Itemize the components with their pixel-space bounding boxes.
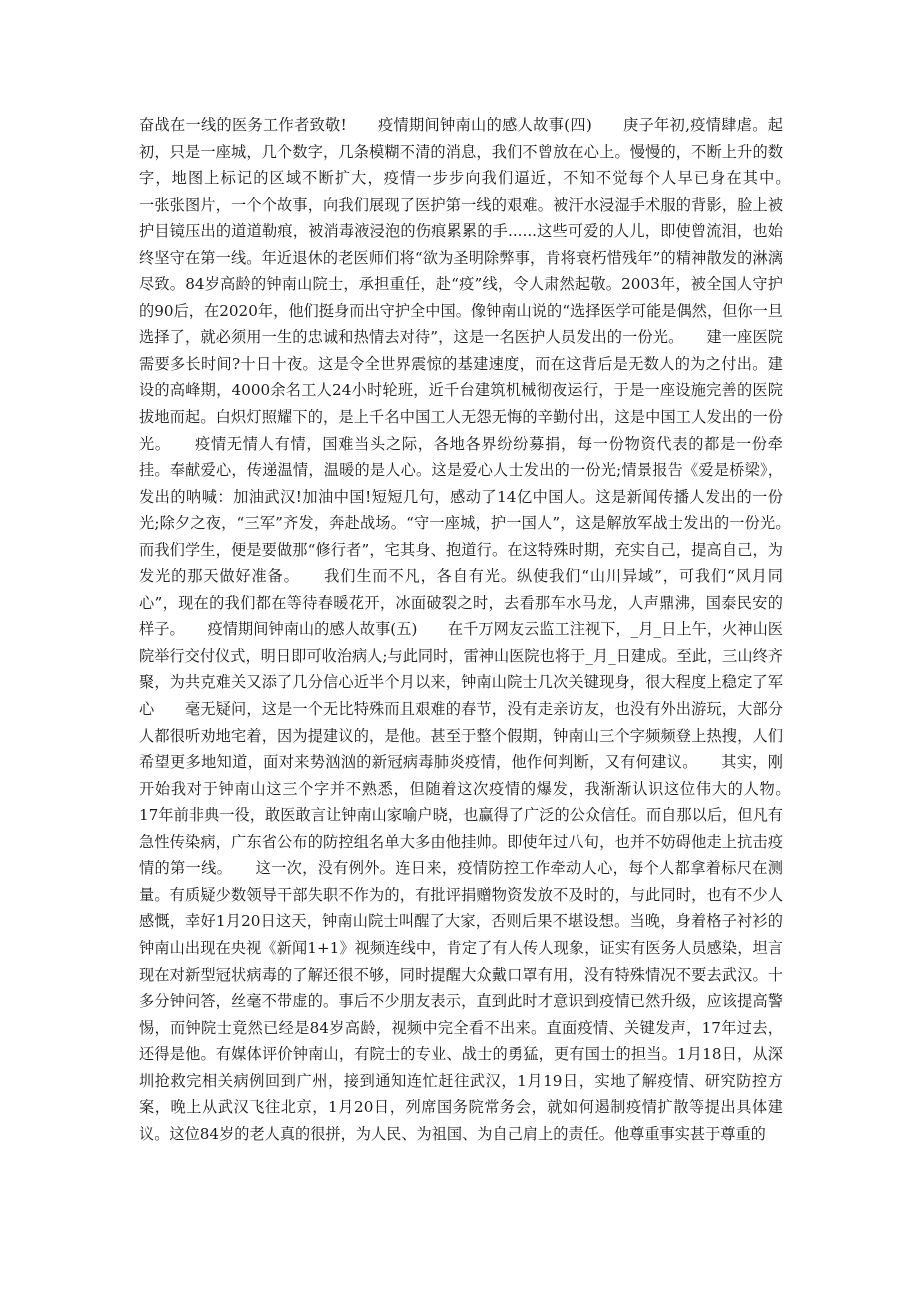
body-text: 奋战在一线的医务工作者致敬! 疫情期间钟南山的感人故事(四) 庚子年初,疫情肆虐。起初，只是一座城，几个数字，几条模糊不清的消息，我们不曾放在心上。慢慢的，不断上升的数字，地图上标记的区域不断扩大，疫情一步步向我们逼近，不知不觉每个人早已身在其中。 一张张图片，一个个故事，向我们展现了医护第一线的艰难。被汗水浸湿手术服的背影，脸上被护目镜压出的道道勒痕，被消毒液浸泡的伤痕累累的手......这些可爱的人儿，即使曾流泪，也始终坚守在第一线。年近退休的老医师们将“欲为圣明除弊事，肯将衰朽惜残年”的精神散发的淋漓尽致。84岁高龄的钟南山院士，承担重任，赴“疫”线，令人肃然起敬。2003年，被全国人守护的90后，在2020年，他们挺身而出守护全中国。像钟南山说的“选择医学可能是偶然，但你一旦选择了，就必须用一生的忠诚和热情去对待”，这是一名医护人员发出的一份光。 建一座医院需要多长时间?十日十夜。这是令全世界震惊的基建速度，而在这背后是无数人的为之付出。建设的高峰期，4000余名工人24小时轮班，近千台建筑机械彻夜运行，于是一座设施完善的医院拔地而起。白炽灯照耀下的，是上千名中国工人无怨无悔的辛勤付出，这是中国工人发出的一份光。 疫情无情人有情，国难当头之际，各地各界纷纷募捐，每一份物资代表的都是一份牵挂。奉献爱心，传递温情，温暖的是人心。这是爱心人士发出的一份光;情景报告《爱是桥梁》，发出的呐喊：加油武汉!加油中国!短短几句，感动了14亿中国人。这是新闻传播人发出的一份光;除夕之夜，“三军”齐发，奔赴战场。“守一座城，护一国人”，这是解放军战士发出的一份光。 而我们学生，便是要做那“修行者”，宅其身、抱道行。在这特殊时期，充实自己，提高自己，为发光的那天做好准备。 我们生而不凡，各自有光。纵使我们“山川异域”，可我们“风月同心”，现在的我们都在等待春暖花开，冰面破裂之时，去看那车水马龙，人声鼎沸，国泰民安的样子。 疫情期间钟南山的感人故事(五) 在千万网友云监工注视下，_月_日上午，火神山医院举行交付仪式，明日即可收治病人;与此同时，雷神山医院也将于_月_日建成。至此，三山终齐聚，为共克难关又添了几分信心近半个月以来，钟南山院士几次关键现身，很大程度上稳定了军心 毫无疑问，这是一个无比特殊而且艰难的春节，没有走亲访友，也没有外出游玩，大部分人都很听劝地宅着，因为提建议的，是他。甚至于整个假期，钟南山三个字频频登上热搜，人们希望更多地知道，面对来势汹汹的新冠病毒肺炎疫情，他作何判断，又有何建议。 其实，刚开始我对于钟南山这三个字并不熟悉，但随着这次疫情的爆发，我渐渐认识这位伟大的人物。 17年前非典一役，敢医敢言让钟南山家喻户晓，也赢得了广泛的公众信任。而自那以后，但凡有急性传染病，广东省公布的防控组名单大多由他挂帅。即使年过八旬，也并不妨碍他走上抗击疫情的第一线。 这一次，没有例外。连日来，疫情防控工作牵动人心，每个人都拿着标尺在测量。有质疑少数领导干部失职不作为的，有批评捐赠物资发放不及时的，与此同时，也有不少人感慨，幸好1月20日这天，钟南山院士叫醒了大家，否则后果不堪设想。当晚，身着格子衬衫的钟南山出现在央视《新闻1+1》视频连线中，肯定了有人传人现象，证实有医务人员感染，坦言现在对新型冠状病毒的了解还很不够，同时提醒大众戴口罩有用，没有特殊情况不要去武汉。十多分钟问答，丝毫不带虚的。事后不少朋友表示，直到此时才意识到疫情已然升级，应该提高警惕，而钟院士竟然已经是84岁高龄，视频中完全看不出来。直面疫情、关键发声，17年过去，还得是他。有媒体评价钟南山，有院士的专业、战士的勇猛，更有国士的担当。1月18日，从深圳抢救完相关病例回到广州，接到通知连忙赶往武汉，1月19日，实地了解疫情、研究防控方案，晚上从武汉飞往北京，1月20日，列席国务院常务会，就如何遏制疫情扩散等提出具体建议。这位84岁的老人真的很拼，为人民、为祖国、为自己肩上的责任。他尊重事实甚于尊重的 [139, 116, 814, 1143]
